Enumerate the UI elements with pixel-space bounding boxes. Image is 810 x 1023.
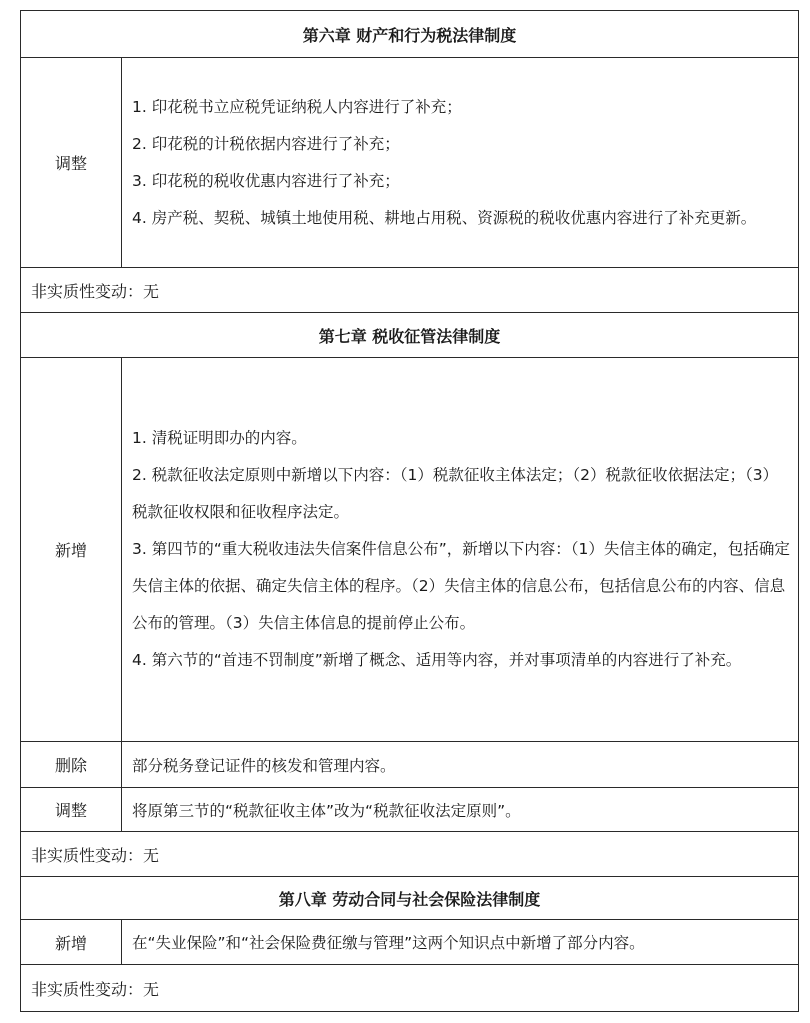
chapter-row: [21, 11, 799, 58]
list-item: 3. 第四节的“重大税收违法失信案件信息公布”，新增以下内容：（1）失信主体的确定，包括确定失信主体的依据、确定失信主体的程序。（2）失信主体的信息公布，包括信息公布的内容、信息公布的管理。（3）失信主体信息的提前停止公布。: [132, 540, 790, 632]
chapter-row: [21, 877, 799, 920]
adjust-content: [122, 58, 799, 268]
add-row: [21, 358, 799, 742]
list-item: 2. 印花税的计税依据内容进行了补充；: [132, 134, 400, 153]
chapter-8-title: 第八章 劳动合同与社会保险法律制度: [21, 877, 799, 920]
add-content: [122, 358, 799, 742]
note-row: [21, 965, 799, 1012]
add-text: 在“失业保险”和“社会保险费征缴与管理”这两个知识点中新增了部分内容。: [122, 920, 799, 965]
change-table: [20, 10, 799, 1012]
list-item: 3. 印花税的税收优惠内容进行了补充；: [132, 171, 400, 190]
adjust-text: 将原第三节的“税款征收主体”改为“税款征收法定原则”。: [122, 788, 799, 832]
chapter-6-title: 第六章 财产和行为税法律制度: [21, 11, 799, 58]
list-item: 1. 清税证明即办的内容。: [132, 429, 307, 447]
list-item: 4. 房产税、契税、城镇土地使用税、耕地占用税、资源税的税收优惠内容进行了补充更新。: [132, 208, 757, 227]
note-row: [21, 268, 799, 313]
adjust-row: [21, 788, 799, 832]
note-row: [21, 832, 799, 877]
adjust-label: 调整: [21, 58, 122, 268]
chapter-7-title: 第七章 税收征管法律制度: [21, 313, 799, 358]
delete-row: [21, 742, 799, 788]
add-label: 新增: [21, 358, 122, 742]
non-substantive-note: 非实质性变动：无: [21, 965, 799, 1012]
add-row: [21, 920, 799, 965]
delete-text: 部分税务登记证件的核发和管理内容。: [122, 742, 799, 788]
list-item: 1. 印花税书立应税凭证纳税人内容进行了补充；: [132, 97, 462, 116]
list-item: 4. 第六节的“首违不罚制度”新增了概念、适用等内容，并对事项清单的内容进行了补充。: [132, 651, 742, 669]
non-substantive-note: 非实质性变动：无: [21, 268, 799, 313]
add-label: 新增: [21, 920, 122, 965]
delete-label: 删除: [21, 742, 122, 788]
list-item: 2. 税款征收法定原则中新增以下内容：（1）税款征收主体法定；（2）税款征收依据法定；（3）税款征收权限和征收程序法定。: [132, 466, 779, 521]
adjust-row: [21, 58, 799, 268]
adjust-label: 调整: [21, 788, 122, 832]
chapter-row: [21, 313, 799, 358]
non-substantive-note: 非实质性变动：无: [21, 832, 799, 877]
